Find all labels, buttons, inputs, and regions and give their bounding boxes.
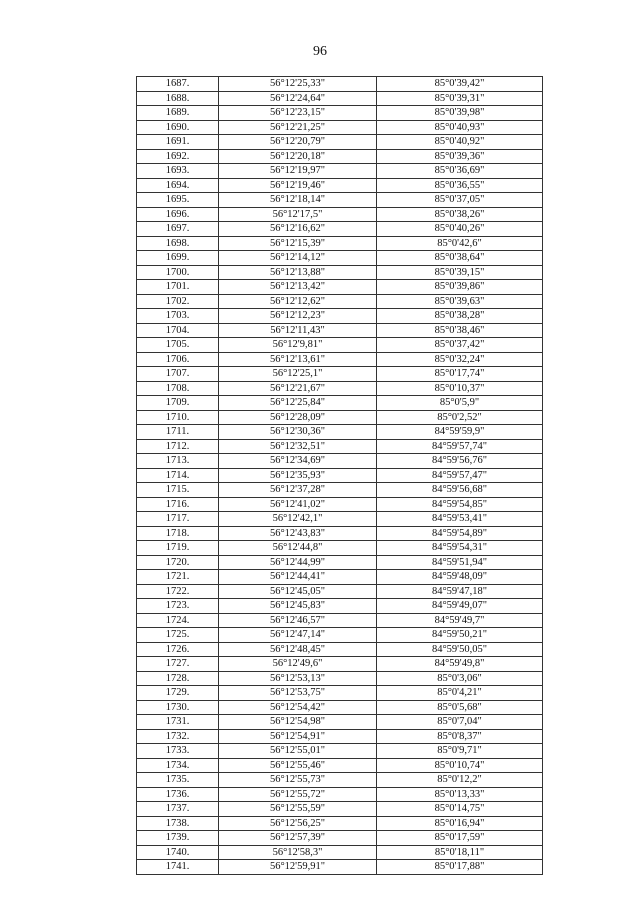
table-row <box>137 700 543 715</box>
point-number-cell: 1713. <box>137 454 219 469</box>
table-row <box>137 454 543 469</box>
latitude-cell: 56°12'25,1" <box>219 367 377 382</box>
point-number-cell: 1736. <box>137 787 219 802</box>
latitude-cell: 56°12'55,01" <box>219 744 377 759</box>
table-row <box>137 657 543 672</box>
table-row <box>137 845 543 860</box>
longitude-cell: 85°0'39,42" <box>377 77 543 92</box>
table-row <box>137 483 543 498</box>
latitude-cell: 56°12'54,91" <box>219 729 377 744</box>
latitude-cell: 56°12'35,93" <box>219 468 377 483</box>
point-number-cell: 1690. <box>137 120 219 135</box>
longitude-cell: 84°59'47,18" <box>377 584 543 599</box>
point-number-cell: 1688. <box>137 91 219 106</box>
table-row <box>137 280 543 295</box>
longitude-cell: 85°0'39,36" <box>377 149 543 164</box>
table-row <box>137 207 543 222</box>
table-row <box>137 120 543 135</box>
latitude-cell: 56°12'54,98" <box>219 715 377 730</box>
point-number-cell: 1705. <box>137 338 219 353</box>
longitude-cell: 85°0'10,74" <box>377 758 543 773</box>
latitude-cell: 56°12'42,1" <box>219 512 377 527</box>
point-number-cell: 1723. <box>137 599 219 614</box>
point-number-cell: 1720. <box>137 555 219 570</box>
longitude-cell: 85°0'36,55" <box>377 178 543 193</box>
point-number-cell: 1693. <box>137 164 219 179</box>
table-row <box>137 744 543 759</box>
latitude-cell: 56°12'18,14" <box>219 193 377 208</box>
point-number-cell: 1709. <box>137 396 219 411</box>
longitude-cell: 85°0'2,52" <box>377 410 543 425</box>
table-row <box>137 106 543 121</box>
point-number-cell: 1741. <box>137 860 219 875</box>
point-number-cell: 1692. <box>137 149 219 164</box>
latitude-cell: 56°12'11,43" <box>219 323 377 338</box>
point-number-cell: 1728. <box>137 671 219 686</box>
table-row <box>137 439 543 454</box>
table-row <box>137 135 543 150</box>
latitude-cell: 56°12'20,18" <box>219 149 377 164</box>
latitude-cell: 56°12'16,62" <box>219 222 377 237</box>
longitude-cell: 85°0'5,68" <box>377 700 543 715</box>
longitude-cell: 85°0'36,69" <box>377 164 543 179</box>
table-row <box>137 628 543 643</box>
latitude-cell: 56°12'55,72" <box>219 787 377 802</box>
table-row <box>137 787 543 802</box>
point-number-cell: 1707. <box>137 367 219 382</box>
longitude-cell: 85°0'7,04" <box>377 715 543 730</box>
latitude-cell: 56°12'15,39" <box>219 236 377 251</box>
point-number-cell: 1712. <box>137 439 219 454</box>
table-row <box>137 468 543 483</box>
longitude-cell: 84°59'48,09" <box>377 570 543 585</box>
latitude-cell: 56°12'12,62" <box>219 294 377 309</box>
longitude-cell: 85°0'38,46" <box>377 323 543 338</box>
latitude-cell: 56°12'44,99" <box>219 555 377 570</box>
table-row <box>137 178 543 193</box>
page-number: 96 <box>313 44 327 59</box>
point-number-cell: 1708. <box>137 381 219 396</box>
table-row <box>137 338 543 353</box>
point-number-cell: 1696. <box>137 207 219 222</box>
table-row <box>137 251 543 266</box>
coordinates-table-body <box>137 77 543 875</box>
point-number-cell: 1730. <box>137 700 219 715</box>
latitude-cell: 56°12'21,25" <box>219 120 377 135</box>
table-row <box>137 309 543 324</box>
longitude-cell: 85°0'38,64" <box>377 251 543 266</box>
latitude-cell: 56°12'28,09" <box>219 410 377 425</box>
point-number-cell: 1710. <box>137 410 219 425</box>
latitude-cell: 56°12'43,83" <box>219 526 377 541</box>
latitude-cell: 56°12'54,42" <box>219 700 377 715</box>
point-number-cell: 1722. <box>137 584 219 599</box>
latitude-cell: 56°12'17,5" <box>219 207 377 222</box>
table-row <box>137 149 543 164</box>
latitude-cell: 56°12'45,83" <box>219 599 377 614</box>
table-row <box>137 642 543 657</box>
longitude-cell: 84°59'51,94" <box>377 555 543 570</box>
point-number-cell: 1727. <box>137 657 219 672</box>
latitude-cell: 56°12'56,25" <box>219 816 377 831</box>
longitude-cell: 85°0'39,63" <box>377 294 543 309</box>
longitude-cell: 85°0'3,06" <box>377 671 543 686</box>
point-number-cell: 1737. <box>137 802 219 817</box>
table-row <box>137 671 543 686</box>
point-number-cell: 1714. <box>137 468 219 483</box>
table-row <box>137 816 543 831</box>
longitude-cell: 85°0'38,26" <box>377 207 543 222</box>
point-number-cell: 1717. <box>137 512 219 527</box>
latitude-cell: 56°12'47,14" <box>219 628 377 643</box>
longitude-cell: 84°59'49,07" <box>377 599 543 614</box>
table-row <box>137 555 543 570</box>
point-number-cell: 1740. <box>137 845 219 860</box>
longitude-cell: 84°59'49,7" <box>377 613 543 628</box>
latitude-cell: 56°12'53,13" <box>219 671 377 686</box>
table-row <box>137 410 543 425</box>
table-row <box>137 91 543 106</box>
point-number-cell: 1701. <box>137 280 219 295</box>
point-number-cell: 1698. <box>137 236 219 251</box>
latitude-cell: 56°12'13,88" <box>219 265 377 280</box>
latitude-cell: 56°12'12,23" <box>219 309 377 324</box>
latitude-cell: 56°12'9,81" <box>219 338 377 353</box>
latitude-cell: 56°12'13,42" <box>219 280 377 295</box>
longitude-cell: 85°0'32,24" <box>377 352 543 367</box>
point-number-cell: 1703. <box>137 309 219 324</box>
table-row <box>137 599 543 614</box>
latitude-cell: 56°12'21,67" <box>219 381 377 396</box>
latitude-cell: 56°12'14,12" <box>219 251 377 266</box>
point-number-cell: 1732. <box>137 729 219 744</box>
point-number-cell: 1697. <box>137 222 219 237</box>
table-row <box>137 860 543 875</box>
point-number-cell: 1739. <box>137 831 219 846</box>
longitude-cell: 84°59'59,9" <box>377 425 543 440</box>
table-row <box>137 367 543 382</box>
latitude-cell: 56°12'55,46" <box>219 758 377 773</box>
table-row <box>137 193 543 208</box>
longitude-cell: 85°0'40,26" <box>377 222 543 237</box>
table-row <box>137 570 543 585</box>
longitude-cell: 84°59'56,68" <box>377 483 543 498</box>
longitude-cell: 84°59'57,47" <box>377 468 543 483</box>
latitude-cell: 56°12'37,28" <box>219 483 377 498</box>
latitude-cell: 56°12'19,97" <box>219 164 377 179</box>
longitude-cell: 85°0'40,92" <box>377 135 543 150</box>
point-number-cell: 1725. <box>137 628 219 643</box>
latitude-cell: 56°12'25,84" <box>219 396 377 411</box>
point-number-cell: 1699. <box>137 251 219 266</box>
latitude-cell: 56°12'20,79" <box>219 135 377 150</box>
point-number-cell: 1731. <box>137 715 219 730</box>
latitude-cell: 56°12'13,61" <box>219 352 377 367</box>
latitude-cell: 56°12'55,59" <box>219 802 377 817</box>
longitude-cell: 84°59'57,74" <box>377 439 543 454</box>
longitude-cell: 85°0'37,42" <box>377 338 543 353</box>
longitude-cell: 85°0'10,37" <box>377 381 543 396</box>
longitude-cell: 85°0'14,75" <box>377 802 543 817</box>
longitude-cell: 85°0'17,88" <box>377 860 543 875</box>
longitude-cell: 85°0'39,31" <box>377 91 543 106</box>
latitude-cell: 56°12'46,57" <box>219 613 377 628</box>
latitude-cell: 56°12'34,69" <box>219 454 377 469</box>
longitude-cell: 85°0'17,74" <box>377 367 543 382</box>
longitude-cell: 85°0'39,98" <box>377 106 543 121</box>
longitude-cell: 85°0'8,37" <box>377 729 543 744</box>
longitude-cell: 84°59'53,41" <box>377 512 543 527</box>
longitude-cell: 85°0'39,86" <box>377 280 543 295</box>
table-row <box>137 425 543 440</box>
longitude-cell: 85°0'42,6" <box>377 236 543 251</box>
table-row <box>137 323 543 338</box>
table-row <box>137 729 543 744</box>
latitude-cell: 56°12'24,64" <box>219 91 377 106</box>
latitude-cell: 56°12'55,73" <box>219 773 377 788</box>
point-number-cell: 1691. <box>137 135 219 150</box>
table-row <box>137 222 543 237</box>
point-number-cell: 1726. <box>137 642 219 657</box>
table-row <box>137 497 543 512</box>
point-number-cell: 1702. <box>137 294 219 309</box>
point-number-cell: 1711. <box>137 425 219 440</box>
table-row <box>137 77 543 92</box>
point-number-cell: 1718. <box>137 526 219 541</box>
longitude-cell: 84°59'49,8" <box>377 657 543 672</box>
table-row <box>137 802 543 817</box>
latitude-cell: 56°12'58,3" <box>219 845 377 860</box>
longitude-cell: 85°0'13,33" <box>377 787 543 802</box>
table-row <box>137 613 543 628</box>
longitude-cell: 85°0'40,93" <box>377 120 543 135</box>
table-row <box>137 352 543 367</box>
point-number-cell: 1716. <box>137 497 219 512</box>
table-row <box>137 294 543 309</box>
latitude-cell: 56°12'19,46" <box>219 178 377 193</box>
longitude-cell: 84°59'50,05" <box>377 642 543 657</box>
point-number-cell: 1695. <box>137 193 219 208</box>
latitude-cell: 56°12'48,45" <box>219 642 377 657</box>
latitude-cell: 56°12'23,15" <box>219 106 377 121</box>
longitude-cell: 85°0'17,59" <box>377 831 543 846</box>
table-row <box>137 236 543 251</box>
longitude-cell: 85°0'18,11" <box>377 845 543 860</box>
longitude-cell: 85°0'5,9" <box>377 396 543 411</box>
latitude-cell: 56°12'44,41" <box>219 570 377 585</box>
longitude-cell: 85°0'9,71" <box>377 744 543 759</box>
latitude-cell: 56°12'25,33" <box>219 77 377 92</box>
point-number-cell: 1704. <box>137 323 219 338</box>
table-row <box>137 758 543 773</box>
table-row <box>137 526 543 541</box>
point-number-cell: 1721. <box>137 570 219 585</box>
point-number-cell: 1700. <box>137 265 219 280</box>
table-row <box>137 584 543 599</box>
longitude-cell: 84°59'54,85" <box>377 497 543 512</box>
longitude-cell: 85°0'12,2" <box>377 773 543 788</box>
point-number-cell: 1735. <box>137 773 219 788</box>
table-row <box>137 381 543 396</box>
point-number-cell: 1738. <box>137 816 219 831</box>
table-row <box>137 686 543 701</box>
point-number-cell: 1733. <box>137 744 219 759</box>
latitude-cell: 56°12'53,75" <box>219 686 377 701</box>
latitude-cell: 56°12'59,91" <box>219 860 377 875</box>
latitude-cell: 56°12'41,02" <box>219 497 377 512</box>
longitude-cell: 85°0'16,94" <box>377 816 543 831</box>
point-number-cell: 1715. <box>137 483 219 498</box>
table-row <box>137 396 543 411</box>
point-number-cell: 1689. <box>137 106 219 121</box>
point-number-cell: 1719. <box>137 541 219 556</box>
longitude-cell: 85°0'39,15" <box>377 265 543 280</box>
latitude-cell: 56°12'49,6" <box>219 657 377 672</box>
longitude-cell: 85°0'4,21" <box>377 686 543 701</box>
longitude-cell: 84°59'54,89" <box>377 526 543 541</box>
longitude-cell: 85°0'37,05" <box>377 193 543 208</box>
point-number-cell: 1734. <box>137 758 219 773</box>
longitude-cell: 84°59'50,21" <box>377 628 543 643</box>
longitude-cell: 84°59'54,31" <box>377 541 543 556</box>
longitude-cell: 85°0'38,28" <box>377 309 543 324</box>
point-number-cell: 1687. <box>137 77 219 92</box>
latitude-cell: 56°12'57,39" <box>219 831 377 846</box>
table-row <box>137 715 543 730</box>
latitude-cell: 56°12'30,36" <box>219 425 377 440</box>
coordinates-table <box>136 76 543 875</box>
latitude-cell: 56°12'44,8" <box>219 541 377 556</box>
table-row <box>137 164 543 179</box>
point-number-cell: 1706. <box>137 352 219 367</box>
table-row <box>137 265 543 280</box>
table-row <box>137 541 543 556</box>
point-number-cell: 1724. <box>137 613 219 628</box>
table-row <box>137 831 543 846</box>
latitude-cell: 56°12'45,05" <box>219 584 377 599</box>
point-number-cell: 1729. <box>137 686 219 701</box>
table-row <box>137 773 543 788</box>
table-row <box>137 512 543 527</box>
longitude-cell: 84°59'56,76" <box>377 454 543 469</box>
point-number-cell: 1694. <box>137 178 219 193</box>
latitude-cell: 56°12'32,51" <box>219 439 377 454</box>
